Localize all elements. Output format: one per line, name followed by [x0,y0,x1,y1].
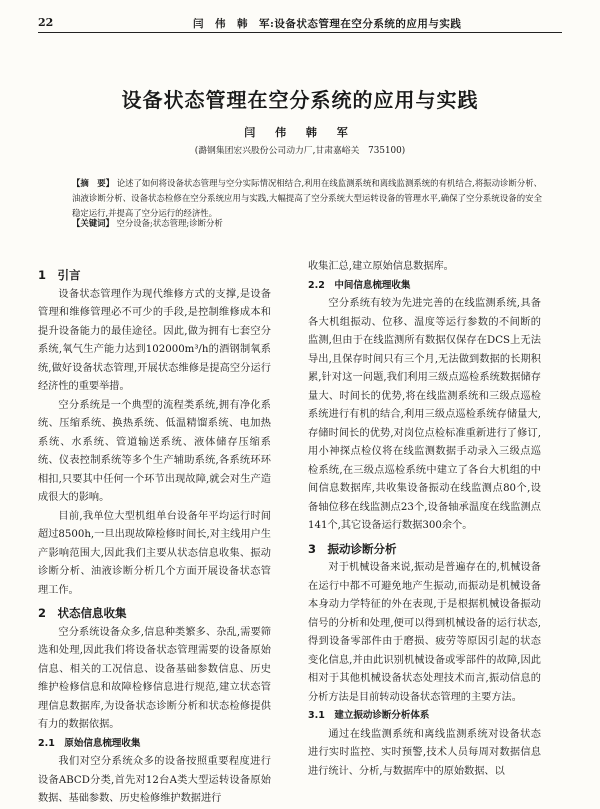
paragraph: 通过在线监测系统和离线监测系统对设备状态进行实时监控、实时预警,技术人员每周对数据信息进行统计、分析,与数据库中的原始数据、以 [308,728,541,777]
keywords-label: 【关键词】 [72,218,114,228]
header-rule [38,32,562,33]
keywords [72,216,542,230]
abstract-label: 【摘 要】 [72,178,114,188]
section-heading: 3 振动诊断分析 [308,541,397,556]
page-number: 22 [38,16,54,29]
abstract [72,176,542,221]
article-title: 设备状态管理在空分系统的应用与实践 [121,88,479,112]
paragraph: 空分系统设备众多,信息种类繁多、杂乱,需要筛选和处理,因此我们将设备状态管理需要的设备原始信息、相关的工况信息、设备基础参数信息、历史维护检修信息和故障检修信息进行规范,建立状态管理信息数据库,为设备状态诊断分析和状态检修提供有力的数据依据。 [38,626,271,730]
article-authors: 闫 伟 韩 军 [244,126,356,139]
keywords-text: 空分设备;状态管理;诊断分析 [116,218,223,228]
paragraph: 空分系统是一个典型的流程类系统,拥有净化系统、压缩系统、换热系统、低温精馏系统、电加热系统、水系统、管道输送系统、液体储存压缩系统、仪表控制系统等多个生产辅助系统,各系统环环相扣,只要其中任何一个环节出现故障,就会对生产造成很大的影响。 [38,399,271,503]
right-column [308,258,541,781]
paragraph: 对于机械设备来说,振动是普遍存在的,机械设备在运行中都不可避免地产生振动,而振动是机械设备本身动力学特征的外在表现,于是根据机械设备振动信号的分析和处理,便可以得到机械设备的运行状态,得到设备零部件由于磨损、疲劳等原因引起的状态变化信息,并由此识别机械设备或零部件的故障,因此相对于其他机械设备状态处理技术而言,振动信息的分析方法是目前转动设备状态管理的主要方法。 [308,562,541,703]
left-column [38,262,271,809]
subsection-heading: 3.1 建立振动诊断分析体系 [308,710,430,721]
paragraph: 收集汇总,建立原始信息数据库。 [308,261,454,272]
running-header [38,14,562,36]
subsection-heading: 2.1 原始信息梳理收集 [38,737,141,749]
author-affiliation: (潞钢集团宏兴股份公司动力厂,甘肃嘉峪关 735100) [194,146,406,156]
subsection-heading: 2.2 中间信息梳理收集 [308,279,411,291]
section-heading: 2 状态信息收集 [38,606,127,620]
paragraph: 我们对空分系统众多的设备按照重要程度进行设备ABCD分类,首先对12台A类大型运转设备原始数据、基础参数、历史检修维护数据进行 [38,756,271,804]
paragraph: 设备状态管理作为现代维修方式的支撑,是设备管理和维修管理必不可少的手段,是控制维修成本和提升设备能力的最佳途径。因此,做为拥有七套空分系统,氧气生产能力达到102000m³/h的酒钢制氧系统,做好设备状态管理,开展状态维修是提高空分运行经济性的重要举措。 [38,288,271,392]
paragraph: 空分系统有较为先进完善的在线监测系统,具备各大机组振动、位移、温度等运行参数的不间断的监测,但由于在线监测所有数据仅保存在DCS上无法导出,且保存时间只有三个月,无法做到数据的长期积累,针对这一问题,我们利用三级点巡检系统数据储存量大、时间长的优势,将在线监测系统和三级点巡检系统进行有机的结合,利用三级点巡检系统存储量大,存储时间长的优势,对岗位点检标准重新进行了修订,用小神探点检仪将在线监测数据手动录入三级点巡检系统,在三级点巡检系统中建立了各台大机组的中间信息数据库,共收集设备振动在线监测点80个,设备轴位移在线监测点23个,设备轴承温度在线监测点141个,其它设备运行数据300余个。 [308,298,541,531]
abstract-text: 论述了如何将设备状态管理与空分实际情况相结合,利用在线监测系统和离线监测系统的有机结合,将振动诊断分析、油液诊断分析、设备状态检修在空分系统应用与实践,大幅提高了空分系统大型运转设备的管理水平,确保了空分系统设备的安全稳定运行,并提高了空分运行的经济性。 [72,178,542,218]
paragraph: 目前,我单位大型机组单台设备年平均运行时间超过8500h,一旦出现故障检修时间长,对主线用户生产影响范围大,因此我们主要从状态信息收集、振动诊断分析、油液诊断分析几个方面开展设备状态管理工作。 [38,510,271,596]
running-title: 闫 伟 韩 军:设备状态管理在空分系统的应用与实践 [193,18,462,30]
section-heading: 1 引言 [38,268,81,282]
